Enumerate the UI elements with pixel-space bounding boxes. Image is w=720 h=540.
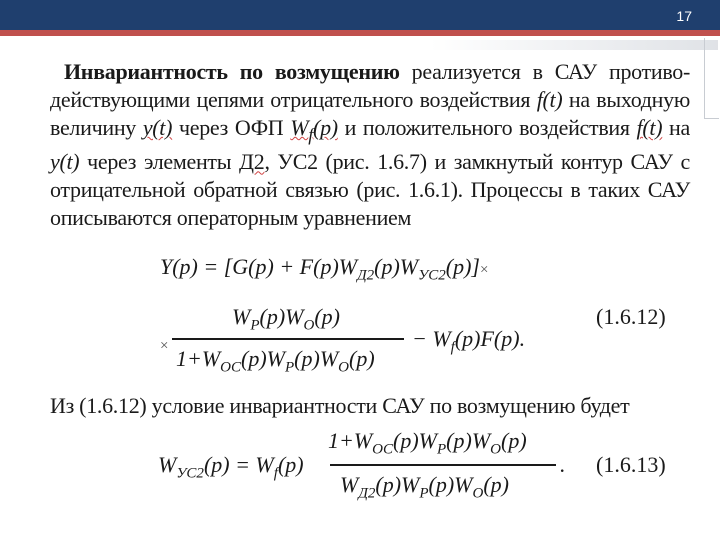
eq1-den-sub-o: O [338, 359, 349, 376]
eq2-den-c: (p)W [428, 472, 473, 497]
eq2-den-b: (p)W [375, 472, 420, 497]
page-number: 17 [676, 8, 692, 24]
eq1-line1-c: (p)] [445, 254, 480, 279]
eq2-num-sub-o: O [490, 441, 501, 458]
eq1-num-end: (p) [314, 304, 340, 329]
eq1-sub-us2: УС2 [418, 267, 446, 284]
equation-1-6-13-period: . [560, 452, 566, 477]
var-y-t-2: y(t) [50, 149, 80, 175]
eq2-den-w: W [340, 472, 359, 497]
text-fragment: на выходную величину [50, 87, 690, 140]
eq1-den-b: (p)W [241, 346, 285, 371]
corner-frame-decoration [704, 38, 719, 119]
wf-subscript: f [308, 124, 314, 145]
text-fragment: реализуется в САУ противо-действующими цепями отрицательного воздействия [50, 59, 691, 112]
equation-1-6-13-numerator [328, 428, 527, 458]
eq1-line1-b: (p)W [374, 254, 419, 279]
eq2-lhs-mid: (p) = W [203, 452, 274, 477]
equation-1-6-12-denominator [176, 346, 375, 376]
header-gradient-decoration [430, 40, 718, 50]
eq1-num-sub-o: O [303, 317, 315, 334]
eq1-tail-a: − W [412, 326, 451, 351]
equation-1-6-13-lhs [158, 452, 304, 482]
text-fragment: через ОФП [172, 115, 291, 140]
wf-argument: (p) [313, 115, 338, 140]
eq2-num-c: (p)W [446, 428, 491, 453]
eq2-lhs-end: (p) [277, 452, 304, 477]
equation-1-6-13-denominator [340, 472, 509, 502]
slide-accent-band [0, 30, 720, 36]
paragraph-invariance-condition: Из (1.6.12) условие инвариантности САУ по возмущению будет [50, 393, 630, 418]
equation-1-6-13-fraction-line [330, 464, 556, 466]
equation-1-6-12-times [160, 330, 168, 356]
eq2-num-sub-p: P [437, 441, 447, 458]
slide-top-band [0, 0, 720, 30]
text-fragment: через элементы [79, 149, 240, 175]
eq1-times-sign: × [479, 262, 489, 278]
equation-1-6-12-numerator [232, 304, 340, 334]
var-f-t: f(t) [536, 87, 563, 112]
eq1-num-w: W [232, 304, 251, 329]
eq2-den-sub-o: O [472, 485, 484, 502]
equation-1-6-12-tail [412, 326, 525, 356]
text-fragment: и положительного воздействия [337, 115, 637, 140]
eq1-den-sub-oc: OC [220, 359, 242, 376]
text-fragment: на [662, 115, 690, 140]
eq2-num-sub-oc: OC [372, 441, 394, 458]
paragraph-invariance-definition [50, 58, 690, 232]
eq2-lhs-sub-f: f [273, 465, 278, 482]
element-d2: Д2 [239, 149, 265, 175]
eq1-num-sub-p: P [250, 317, 260, 334]
eq1-line1-a: Y(p) = [G(p) + F(p)W [160, 254, 358, 279]
eq1-num-mid: (p)W [259, 304, 304, 329]
eq1-den-end: (p) [349, 346, 375, 371]
eq2-den-end: (p) [483, 472, 510, 497]
term-invariance: Инвариантность по возмущению [64, 59, 400, 84]
equation-number-1-6-13: (1.6.13) [596, 452, 666, 477]
eq1-tail-end: (p)F(p). [454, 326, 526, 351]
eq2-den-sub-p: P [419, 485, 429, 502]
eq2-lhs-sub-us2: УС2 [176, 465, 204, 482]
equation-1-6-12-line1 [160, 254, 488, 284]
var-f-t-2: f(t) [636, 115, 663, 140]
eq1-den-c: (p)W [294, 346, 339, 371]
var-y-t: y(t) [142, 115, 173, 140]
text-fragment: , УС2 (рис. 1.6.7) и замкнутый контур САУ с отрицательной обратной связью (рис. 1.6.1). Процессы в таких САУ описываются операторным уравнением [50, 149, 690, 231]
eq1-sub-d2: Д2 [357, 267, 375, 284]
wf-symbol: W [290, 115, 309, 140]
var-wf-p [290, 115, 338, 145]
eq2-num-b: (p)W [393, 428, 437, 453]
eq1-tail-sub-f: f [450, 339, 455, 356]
eq1-times-sign-2: × [160, 338, 169, 354]
eq1-den-a: 1+W [176, 346, 221, 371]
eq2-lhs-w: W [158, 452, 177, 477]
eq2-den-sub-d2: Д2 [358, 485, 376, 502]
eq1-den-sub-p: P [285, 359, 295, 376]
eq2-num-a: 1+W [328, 428, 373, 453]
equation-number-1-6-12: (1.6.12) [596, 304, 666, 329]
eq2-num-end: (p) [501, 428, 527, 453]
equation-1-6-12-fraction-line [172, 338, 404, 340]
